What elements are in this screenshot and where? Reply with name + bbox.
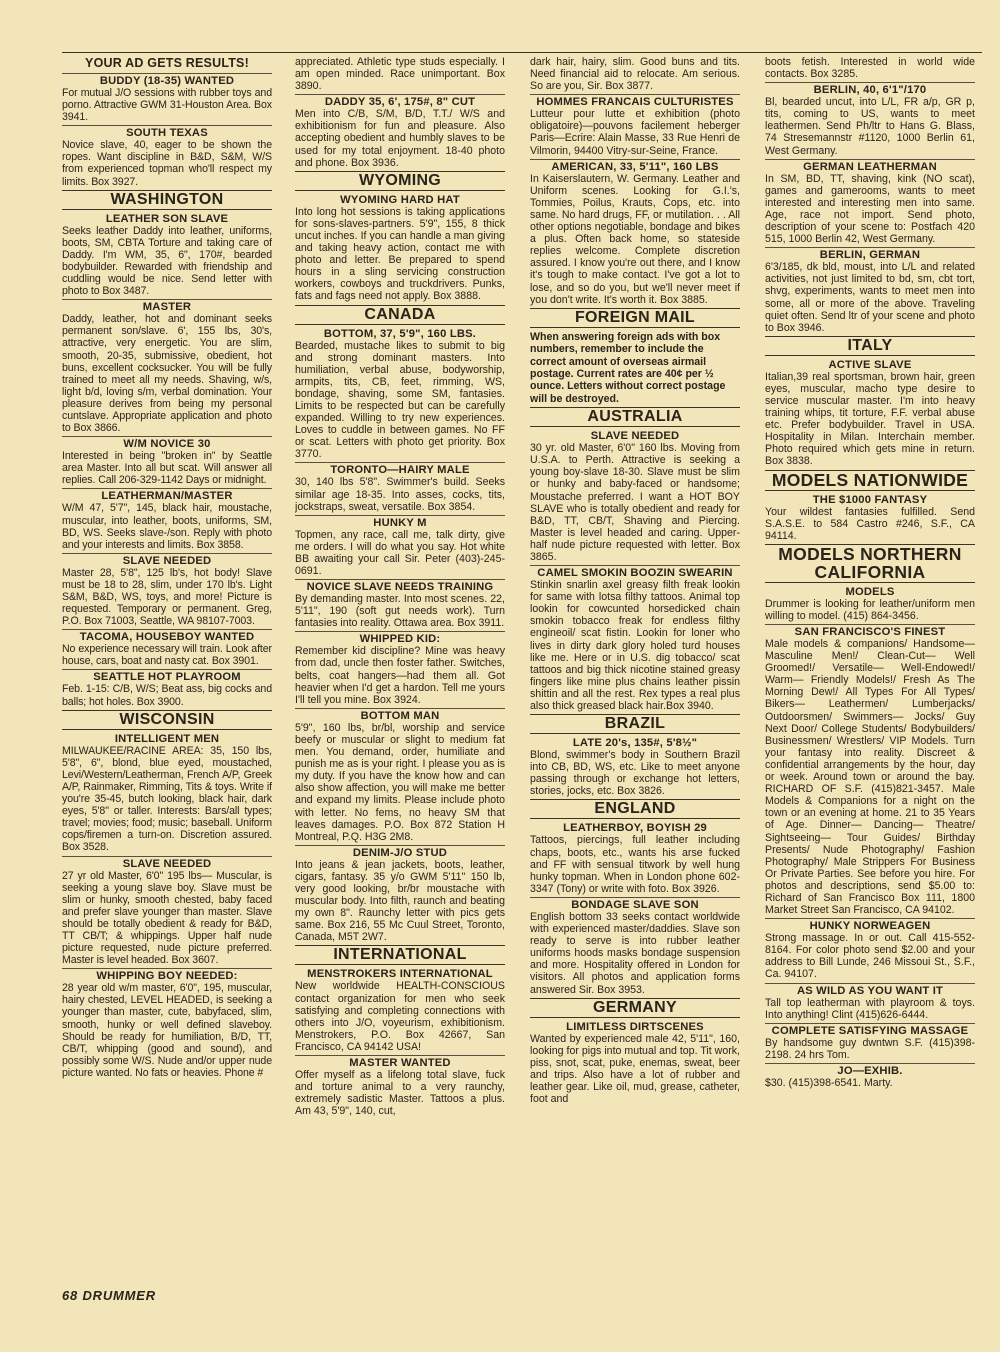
divider [62, 299, 272, 300]
classified-ad [62, 671, 272, 707]
page-footer: 68 DRUMMER [62, 1288, 156, 1303]
ad-body: W/M 47, 5'7", 145, black hair, moustache, muscular, into leather, boots, uniforms, SM, BD, WS. Seeks slave-/son. Reply with photo and your interests and limits. Box 3858. [62, 502, 272, 551]
section-heading: MODELS NORTHERN CALIFORNIA [765, 544, 975, 583]
ad-body: 28 year old w/m master, 6'0", 195, muscular, hairy chested, LEVEL HEADED, is seeking a younger than master, cute, babyfaced, slim, smooth, hunky or well defined slaveboy. Should be ready for humiliation, B/D, TT, CB/T, whipping (good and sound), and possibly some W/S. Nude and/or upper nude picture wanted. No fats or heavies. Phone # [62, 982, 272, 1079]
classified-ad [530, 567, 740, 712]
ad-heading: BOTTOM MAN [360, 709, 440, 722]
ad-heading: DENIM-J/O STUD [352, 846, 448, 859]
ad-body: For mutual J/O sessions with rubber toys and porno. Attractive GWM 31-Houston Area. Box 3941. [62, 87, 272, 124]
section-heading: ENGLAND [530, 799, 740, 819]
postage-notice: When answering foreign ads with box numbers, remember to include the correct amount of overseas airmail postage. Current rates are 40¢ per ½ ounce. Letters without correct postage will be destroyed. [530, 330, 726, 405]
ad-heading: NOVICE SLAVE NEEDS TRAINING [306, 581, 494, 594]
ad-heading: JO—EXHIB. [837, 1064, 903, 1077]
classified-ad [295, 710, 505, 843]
classified-ad [765, 586, 975, 622]
section-heading: CANADA [295, 305, 505, 325]
ad-body: Your wildest fantasies fulfilled. Send S.A.S.E. to 584 Castro #246, S.F., CA 94114. [765, 505, 975, 542]
classified-ad [530, 96, 740, 156]
ad-heading: SEATTLE HOT PLAYROOM [93, 671, 241, 684]
classified-ad [295, 96, 505, 168]
classified-ad [62, 213, 272, 298]
ad-body: Daddy, leather, hot and dominant seeks permanent son/slave. 6', 155 lbs, 30's, attractive, very energetic. You are slim, smooth, 20-35, submissive, obedient, hot buns, excellent cocksucker. You will be fully trained to meet all my needs. Shaving, w/s, light b/d, loving s/m, verbal domination. Your pleasure derives from being my personal cuntslave. Appropriate application and photo to Box 3866. [62, 313, 272, 435]
classified-ad [62, 301, 272, 434]
section-heading: ITALY [765, 336, 975, 356]
ad-body: In SM, BD, TT, shaving, kink (NO scat), games and gamerooms, wants to meet interested and interesting men into same. Age, race not import. Send photo, description of your scene to: Postfach 420 515, 1000 Berlin 42, West Germany. [765, 172, 975, 246]
divider [295, 708, 505, 709]
divider [765, 247, 975, 248]
ad-heading: WHIPPING BOY NEEDED: [96, 970, 238, 983]
ad-heading: DADDY 35, 6', 175#, 8" CUT [324, 96, 476, 109]
ad-heading: TORONTO—HAIRY MALE [330, 464, 470, 477]
divider [62, 488, 272, 489]
magazine-page [62, 52, 982, 1322]
column-4 [765, 52, 975, 1290]
classified-ad [62, 631, 272, 667]
divider [530, 94, 740, 95]
classified-ad [530, 822, 740, 894]
divider [62, 669, 272, 670]
section-heading: GERMANY [530, 998, 740, 1018]
ad-heading: LIMITLESS DIRTSCENES [566, 1020, 704, 1033]
classified-ad [62, 733, 272, 854]
ad-body: 5'9", 160 lbs, br/bl, worship and service beefy or muscular or slight to medium fat men. You demand, order, humiliate and punish me as is your right. I please you as is my duty. If you have the know how and can also show affection, you will make me better and expand my limits. Please include photo with letter. No fems, no heavy SM that leaves damages. P.O. Box 872 Station H Montreal, P.Q. H3G 2M8. [295, 721, 505, 843]
classified-ad [765, 1025, 975, 1061]
ad-heading: SLAVE NEEDED [122, 554, 212, 567]
section-heading: BRAZIL [530, 714, 740, 734]
ad-heading: HOMMES FRANCAIS CULTURISTES [536, 96, 734, 109]
ad-heading: WYOMING HARD HAT [340, 193, 460, 206]
ad-heading: MENSTROKERS INTERNATIONAL [307, 968, 493, 981]
section-heading: INTERNATIONAL [295, 945, 505, 965]
column-header: YOUR AD GETS RESULTS! [85, 56, 249, 70]
classified-ad [765, 359, 975, 468]
ad-heading: BOTTOM, 37, 5'9", 160 LBS. [323, 327, 477, 340]
ad-body: Drummer is looking for leather/uniform men willing to model. (415) 864-3456. [765, 597, 975, 622]
divider [765, 82, 975, 83]
ad-body: Tall top leatherman with playroom & toys. Into anything! Clint (415)626-6444. [765, 996, 975, 1021]
section-heading: WASHINGTON [62, 190, 272, 210]
ad-heading: WHIPPED KID: [359, 633, 441, 646]
ad-heading: AS WILD AS YOU WANT IT [796, 984, 944, 997]
classified-ad [62, 858, 272, 967]
ad-heading: BERLIN, GERMAN [819, 249, 921, 262]
ad-heading: INTELLIGENT MEN [114, 732, 220, 745]
classified-ad [765, 920, 975, 980]
ad-body: Wanted by experienced male 42, 5'11", 160, looking for pigs into mutual and top. Tit work, piss, snot, scat, puke, enemas, sweat, beer and trips. Also have a lot of rubber and leather gear. Like oil, mud, grease, catheter, foot and [530, 1032, 740, 1106]
ad-heading: COMPLETE SATISFYING MASSAGE [771, 1024, 969, 1037]
divider [530, 159, 740, 160]
section-heading: WISCONSIN [62, 710, 272, 730]
divider [530, 565, 740, 566]
column-1 [62, 52, 272, 1290]
ad-body: English bottom 33 seeks contact worldwide with experienced master/daddies. Slave son ready to serve is into rubber leather uniforms hoods masks bondage suspension and more. Hospitality offered in London for visitors. All photos and application forms answered Sir. Box 3953. [530, 910, 740, 996]
ad-body: In Kaiserslautern, W. Germany. Leather and Uniform scenes. Looking for G.I.'s, Tommies, Poilus, Krauts, Cops, etc. into same. No hard drugs, FF, or mutilation. . . All other options negotiable, bondage and bikes a plus. Often back home, so stateside replies welcome. Complete discretion assured. I know you're out there, and I know it's tough to make contact. I've got a lot to lose, and so do you, but we'll never meet if you don't write. It's worth it. Box 3885. [530, 172, 740, 306]
ad-heading: CAMEL SMOKIN BOOZIN SWEARIN [537, 567, 733, 580]
section-heading: MODELS NATIONWIDE [765, 470, 975, 491]
ad-body: Master 28, 5'8", 125 lb's, hot body! Slave must be 18 to 28, slim, under 170 lb's. Light S&M, B&D, WS, toys, and more! Picture is requested. Temporary or permanent. Greg, P.O. Box 71003, Seattle, WA 98107-7003. [62, 566, 272, 628]
ad-heading: BUDDY (18-35) WANTED [99, 75, 235, 87]
classified-ad [62, 490, 272, 550]
divider [62, 73, 272, 74]
divider [295, 462, 505, 463]
ad-heading: AMERICAN, 33, 5'11", 160 LBS [551, 160, 719, 173]
divider [765, 1063, 975, 1064]
ad-continuation: appreciated. Athletic type studs especially. I am open minded. Race unimportant. Box 3890. [295, 56, 505, 93]
ad-body: Men into C/B, S/M, B/D, T.T./ W/S and exhibitionism for fun and pleasure. Also accepting obedient and humbly slaves to be used for my total enjoyment. 18-40 photo and phone. Box 3936. [295, 108, 505, 169]
divider [295, 631, 505, 632]
classified-ad [530, 430, 740, 563]
column-3 [530, 52, 740, 1290]
divider [62, 553, 272, 554]
ad-body: By handsome guy dwntwn S.F. (415)398-2198. 24 hrs Tom. [765, 1036, 975, 1061]
ad-heading: GERMAN LEATHERMAN [803, 160, 937, 173]
classified-ad [765, 626, 975, 916]
classified-ad [530, 161, 740, 306]
ad-heading: W/M NOVICE 30 [123, 438, 211, 451]
ad-heading: BONDAGE SLAVE SON [571, 898, 699, 911]
ad-body: Remember kid discipline? Mine was heavy from dad, uncle then foster father. Switches, belts, coat hangers—had them all. Got heavier when I'd get a hardon. Tell me yours I'll tell you mine. Box 3924. [295, 645, 505, 706]
ad-heading: LEATHERMAN/MASTER [101, 490, 233, 503]
divider [62, 629, 272, 630]
ad-heading: MASTER [142, 301, 192, 314]
divider [765, 159, 975, 160]
ad-heading: THE $1000 FANTASY [812, 493, 928, 506]
ad-body: Feb. 1-15: C/B, W/S; Beat ass, big cocks and balls; hot holes. Box 3900. [62, 683, 272, 708]
ad-body: Bl, bearded uncut, into L/L, FR a/p, GR p, tits, coming to US, wants to meet leathermen. Send Ph/ltr to Hans G. Blass, 74 Stresemannstr #1120, 1000 Berlin 61, West Germany. [765, 96, 975, 157]
ad-body: Stinkin snarlin axel greasy filth freak lookin for same with lotsa filthy tattoos. Animal top lookin for cowcunted horsedicked chain smokin tobacco freak for endless filthy engineoil/ scat fistin. Lookin for loner who lives in dirty dark glory holed turd houses like me. Here or in U.S. dig tobacco/ scat tattoos and big thick nicotine stained greasy fingers like mine plus chains leather pissin shittin and all the rest. Rex types a real plus also thick greased black hair.Box 3940. [530, 579, 740, 712]
classified-ad [295, 847, 505, 944]
ad-body: $30. (415)398-6541. Marty. [765, 1076, 893, 1089]
divider [62, 436, 272, 437]
ad-heading: ACTIVE SLAVE [828, 358, 912, 371]
divider [765, 1023, 975, 1024]
section-heading: WYOMING [295, 171, 505, 191]
ad-body: Bearded, mustache likes to submit to big and strong dominant masters. Into humiliation, verbal abuse, bodyworship, armpits, tits, CB, feet, rimming, WS, bondage, shaving, some SM, fantasies. Limits to be respected but can be carefully expanded. Willing to try new experiences. Loves to cuddle in between games. No FF or scat. Letters with photo get priority. Box 3770. [295, 339, 505, 461]
classified-ad [295, 968, 505, 1053]
divider [62, 125, 272, 126]
ad-continuation: dark hair, hairy, slim. Good buns and tits. Need financial aid to relocate. Am serious. So are you, Sir. Box 3877. [530, 56, 740, 93]
ad-body: Topmen, any race, call me, talk dirty, give me orders. I will do what you say. Hot white BB awaiting your call Sir. Peter (403)-245-0691. [295, 528, 505, 577]
ad-heading: SLAVE NEEDED [590, 430, 680, 443]
ad-body: Interested in being "broken in" by Seattle area Master. Into all but scat. Will answer all replies. Call 206-329-1142 Days or midnight. [62, 450, 272, 487]
divider [62, 856, 272, 857]
divider [295, 845, 505, 846]
divider [765, 983, 975, 984]
ad-body: Blond, swimmer's body in Southern Brazil into CB, BD, WS, etc. Like to meet anyone passing through or exchange hot letters, stories, jocks, etc. Box 3826. [530, 749, 740, 798]
classified-ad [62, 438, 272, 486]
ad-body: New worldwide HEALTH-CONSCIOUS contact organization for men who seek satisfying and completing connections with others into J/O, voyeurism, exhibitionism. Menstrokers, P.O. Box 42667, San Francisco, CA 94142 USA! [295, 980, 505, 1053]
classified-ad [530, 737, 740, 797]
classified-ad [295, 328, 505, 461]
ad-body: Into jeans & jean jackets, boots, leather, cigars, fantasy. 35 y/o GWM 5'11" 150 lb, very good looking, br/br moustache with muscular body. Into filth, raunch and beating my own 8". Raunchy letter with pics gets same. Box 216, 55 Mc Cuul Street, Toronto, Canada, M5T 2W7. [295, 858, 505, 944]
classified-ad [530, 899, 740, 996]
divider [295, 515, 505, 516]
ad-heading: SOUTH TEXAS [126, 127, 208, 140]
classified-ad [62, 970, 272, 1079]
classified-ad [295, 517, 505, 577]
divider [765, 918, 975, 919]
ad-body: MILWAUKEE/RACINE AREA: 35, 150 lbs, 5'8", 6", blond, blue eyed, moustached, Levi/Western/Leatherman, French A/P, Greek A/P, Rainmaker, Rimming, Tits & toys. Write if you're 35-45, butch looking, black hair, dark eyes, 5'8" or taller. Interests: Bars/all types; travel; movies; food; music; baseball. Uniform cops/firemen a turn-on. Discretion assured. Box 3528. [62, 744, 272, 854]
divider [295, 1055, 505, 1056]
ad-heading: LEATHERBOY, BOYISH 29 [563, 822, 707, 835]
ad-heading: SLAVE NEEDED [122, 857, 212, 870]
ad-body: Tattoos, piercings, full leather including chaps, boots, etc., wants his arse fucked and FF with sensual titwork by well hung hunky topman. When in London phone 602-3347 (Tony) or write with foto. Box 3926. [530, 834, 740, 895]
ad-heading: MODELS [845, 585, 895, 598]
ad-heading: SAN FRANCISCO'S FINEST [794, 626, 946, 638]
ad-body: Seeks leather Daddy into leather, uniforms, boots, SM, CBTA Torture and taking care of Daddy. I'm WM, 35, 6", 170#, bearded bodybuilder. Rewarded with friendship and cuddling would be nice. Send letter with photo to Box 3487. [62, 224, 272, 298]
ad-body: Novice slave, 40, eager to be shown the ropes. Want discipline in B&D, S&M, W/S from experienced topman who'll respect my limits. Box 3927. [62, 139, 272, 188]
ad-body: 30 yr. old Master, 6'0" 160 lbs. Moving from U.S.A. to Perth. Attractive is seeking a young boy-slave 18-30. Slave must be slim or hunky and baby-faced or handsome; Moustache preferred. I want a HOT BOY SLAVE who is totally obedient and ready for B&D, TT, CB/T, Shaving and Piercing. Master is level headed and caring. Upper-half nude picture requested with letter. Box 3865. [530, 442, 740, 563]
divider [530, 897, 740, 898]
ad-body: No experience necessary will train. Look after house, cars, boat and nasty cat. Box 3901. [62, 643, 272, 668]
classified-ad [765, 161, 975, 246]
ad-body: 6'3/185, dk bld, moust, into L/L and related activities, not just limited to bd, sm, cbt tort, shvg, experiments, wants to meet men into some, all or more of the above. Traveling quiet often. Send ltr of your scene and photo to Box 3946. [765, 261, 975, 334]
ad-heading: HUNKY NORWEAGEN [809, 920, 931, 933]
section-heading: FOREIGN MAIL [530, 308, 740, 328]
divider [765, 624, 975, 625]
divider [295, 94, 505, 95]
ad-heading: LATE 20's, 135#, 5'8½" [572, 737, 698, 750]
classified-ad [62, 127, 272, 187]
classified-ad [295, 633, 505, 705]
ad-heading: MASTER WANTED [349, 1057, 451, 1069]
classified-ad [765, 985, 975, 1021]
divider [295, 579, 505, 580]
divider [62, 968, 272, 969]
classified-ad [295, 1057, 505, 1117]
ad-heading: LEATHER SON SLAVE [105, 212, 229, 225]
ad-heading: HUNKY M [373, 516, 427, 529]
classified-ad [62, 555, 272, 627]
ad-body: By demanding master. Into most scenes. 22, 5'11", 190 (soft gut needs work). Turn fantasies into reality. Ottawa area. Box 3911. [295, 593, 505, 630]
classified-ad [62, 75, 272, 123]
classified-ad [295, 581, 505, 629]
classified-ad [765, 494, 975, 542]
ad-body: 27 yr old Master, 6'0" 195 lbs— Muscular, is seeking a young slave boy. Slave must be slim or hunky, smooth chested, baby faced and prefer slave younger than master. Slave should be totally obedient & ready for B&D, TT CB/T; & whippings. Upper half nude picture requested, nude picture preferred. Master is level headed. Box 3607. [62, 869, 272, 967]
ad-body: 30, 140 lbs 5'8". Swimmer's build. Seeks similar age 18-35. Into asses, cocks, tits, jockstraps, sweat, versatile. Box 3854. [295, 476, 505, 513]
column-2 [295, 52, 505, 1290]
ad-body: Lutteur pour lutte et exhibition (photo obligatoire)—pouvons facilement heberger Paris—Ecrire: Alain Masse, 33 Rue Henri de Vilmorin, 94400 Vitry-sur-Seine, France. [530, 108, 740, 157]
section-heading: AUSTRALIA [530, 407, 740, 427]
ad-heading: BERLIN, 40, 6'1"/170 [813, 84, 927, 97]
ad-body: Strong massage. In or out. Call 415-552-8164. For color photo send $2.00 and your address to Bill Lunde, 246 Missoui St., S.F., Ca. 94107. [765, 932, 975, 981]
classified-ad [295, 464, 505, 512]
ad-body: Male models & companions/ Handsome— Masculine Men!/ Clean-Cut— Well Groomed!/ Versatile— Well-Endowed!/ Warm— Friendly Models!/ Fresh As The Morning Dew!/ All Types For All Types/ Bikers— Leathermen/ Lumberjacks/ Outdoorsmen/ Swimmers— Jocks/ Guy Next Door/ College Students/ Bodybuilders/ Businessmen/ Wrestlers/ VIP Models. Turn your fantasy into reality. Discreet & confidential arrangements by the hour, day or week. Around town or around the bay. RICHARD OF S.F. (415)821-3457. Male Models & Companions for a night on the town or an evening at home. 21 to 35 Years of Age. Dinner— Dancing— Theatre/ Sightseeing— Tour Guides/ Birthday Presents/ Nude Photography/ Fashion Photography/ Male Strippers For Business Or Private Parties. See before you hire. For photos and descriptions, send $5.00 to: Richard of San Francisco Box 111, 1800 Market Street San Francisco, CA 94102. [765, 638, 975, 917]
classified-ad [765, 1065, 975, 1089]
ad-continuation: boots fetish. Interested in world wide contacts. Box 3285. [765, 56, 975, 81]
ad-body: Into long hot sessions is taking applications for sons-slaves-partners. 5'9", 155, 8 thick uncut inches. If you can handle a man giving and taking heavy action, contact me with photo and letter. Be prepared to spend hours in a sling servicing construction workers, cowboys and truckdrivers. Punks, fats and fags need not apply. Box 3888. [295, 205, 505, 303]
classified-ad [530, 1021, 740, 1106]
ad-body: Italian,39 real sportsman, brown hair, green eyes, muscular, macho type desire to service muscular master. I'm into heavy training whips, tit torture, F.F. verbal abuse etc. Prefer bodybuilder. Travel in USA. Hospitality in Milan. Interchain member. Photo required which gets mine in return. Box 3838. [765, 370, 975, 468]
classified-ad [765, 84, 975, 156]
classified-ad [295, 194, 505, 303]
classified-ad [765, 249, 975, 334]
ad-body: Offer myself as a lifelong total slave, fuck and torture animal to a very raunchy, extremely sadistic Master. Tattoos a plus. Am 43, 5'9", 140, cut, [295, 1069, 505, 1118]
ad-heading: TACOMA, HOUSEBOY WANTED [79, 631, 255, 644]
